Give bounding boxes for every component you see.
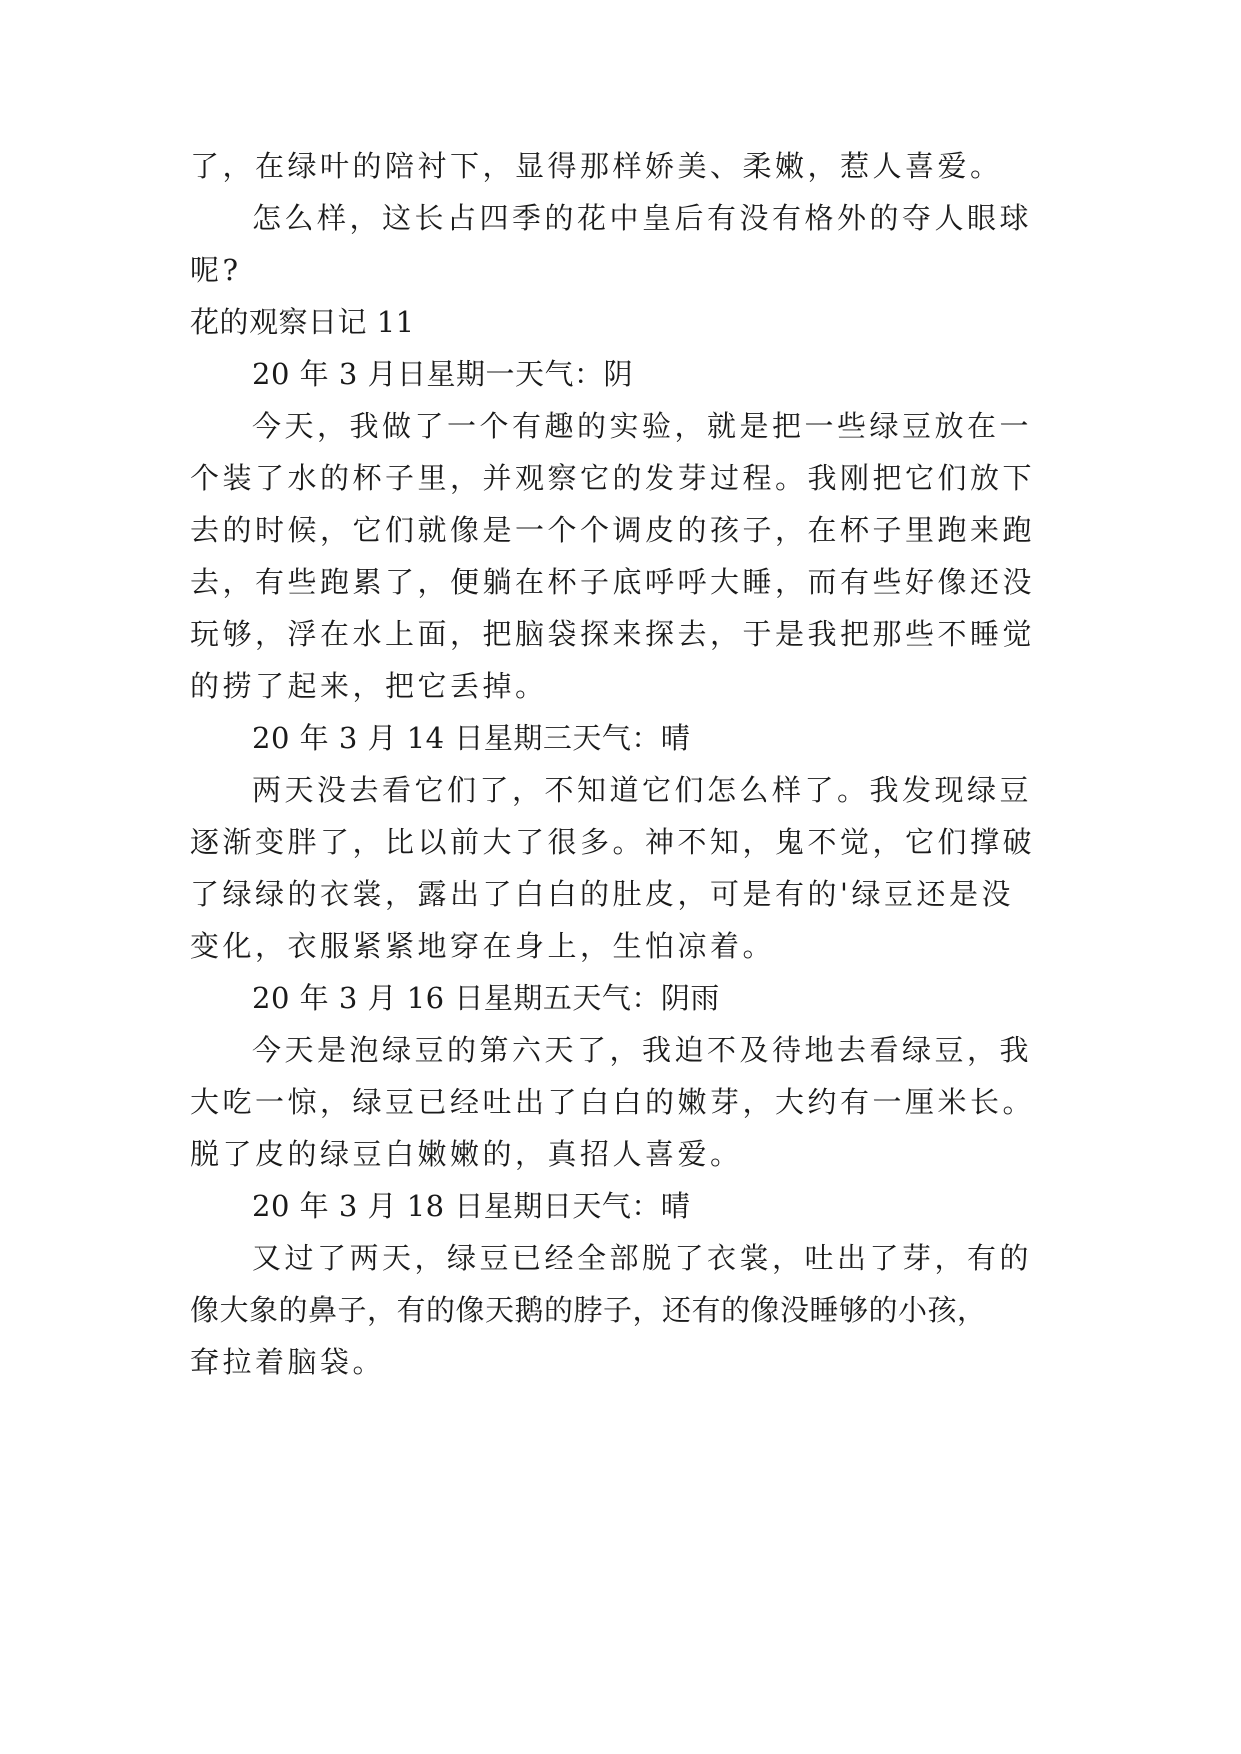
paragraph-line: 像大象的鼻子，有的像天鹅的脖子，还有的像没睡够的小孩， <box>190 1293 987 1327</box>
paragraph-line: 了，在绿叶的陪衬下，显得那样娇美、柔嫩，惹人喜爱。 <box>190 149 1003 183</box>
paragraph-line: 怎么样，这长占四季的花中皇后有没有格外的夺人眼球 <box>252 201 1033 235</box>
paragraph-line: 耷拉着脑袋。 <box>190 1345 386 1379</box>
paragraph-line: 变化，衣服紧紧地穿在身上，生怕凉着。 <box>190 929 776 963</box>
diary-date-line: 20 年 3 月 16 日星期五天气：阴雨 <box>252 981 720 1015</box>
paragraph-line: 的捞了起来，把它丢掉。 <box>190 669 548 703</box>
paragraph-line: 脱了皮的绿豆白嫩嫩的，真招人喜爱。 <box>190 1137 743 1171</box>
paragraph-line: 两天没去看它们了，不知道它们怎么样了。我发现绿豆 <box>252 773 1033 807</box>
paragraph-line: 呢? <box>190 253 242 287</box>
paragraph-line: 又过了两天，绿豆已经全部脱了衣裳，吐出了芽，有的 <box>252 1241 1033 1275</box>
paragraph-line: 大吃一惊，绿豆已经吐出了白白的嫩芽，大约有一厘米长。 <box>190 1085 1036 1119</box>
diary-date-line: 20 年 3 月 14 日星期三天气：晴 <box>252 721 691 755</box>
paragraph-line: 个装了水的杯子里，并观察它的发芽过程。我刚把它们放下 <box>190 461 1036 495</box>
diary-date-line: 20 年 3 月 18 日星期日天气：晴 <box>252 1189 691 1223</box>
paragraph-line: 今天是泡绿豆的第六天了，我迫不及待地去看绿豆，我 <box>252 1033 1033 1067</box>
section-heading: 花的观察日记 11 <box>190 305 415 339</box>
diary-date-line: 20 年 3 月日星期一天气：阴 <box>252 357 634 391</box>
paragraph-line: 去的时候，它们就像是一个个调皮的孩子，在杯子里跑来跑 <box>190 513 1036 547</box>
paragraph-line: 玩够，浮在水上面，把脑袋探来探去，于是我把那些不睡觉 <box>190 617 1036 651</box>
paragraph-line: 逐渐变胖了，比以前大了很多。神不知，鬼不觉，它们撑破 <box>190 825 1036 859</box>
paragraph-line: 今天，我做了一个有趣的实验，就是把一些绿豆放在一 <box>252 409 1033 443</box>
paragraph-line: 了绿绿的衣裳，露出了白白的肚皮，可是有的'绿豆还是没 <box>190 877 1014 911</box>
paragraph-line: 去，有些跑累了，便躺在杯子底呼呼大睡，而有些好像还没 <box>190 565 1036 599</box>
